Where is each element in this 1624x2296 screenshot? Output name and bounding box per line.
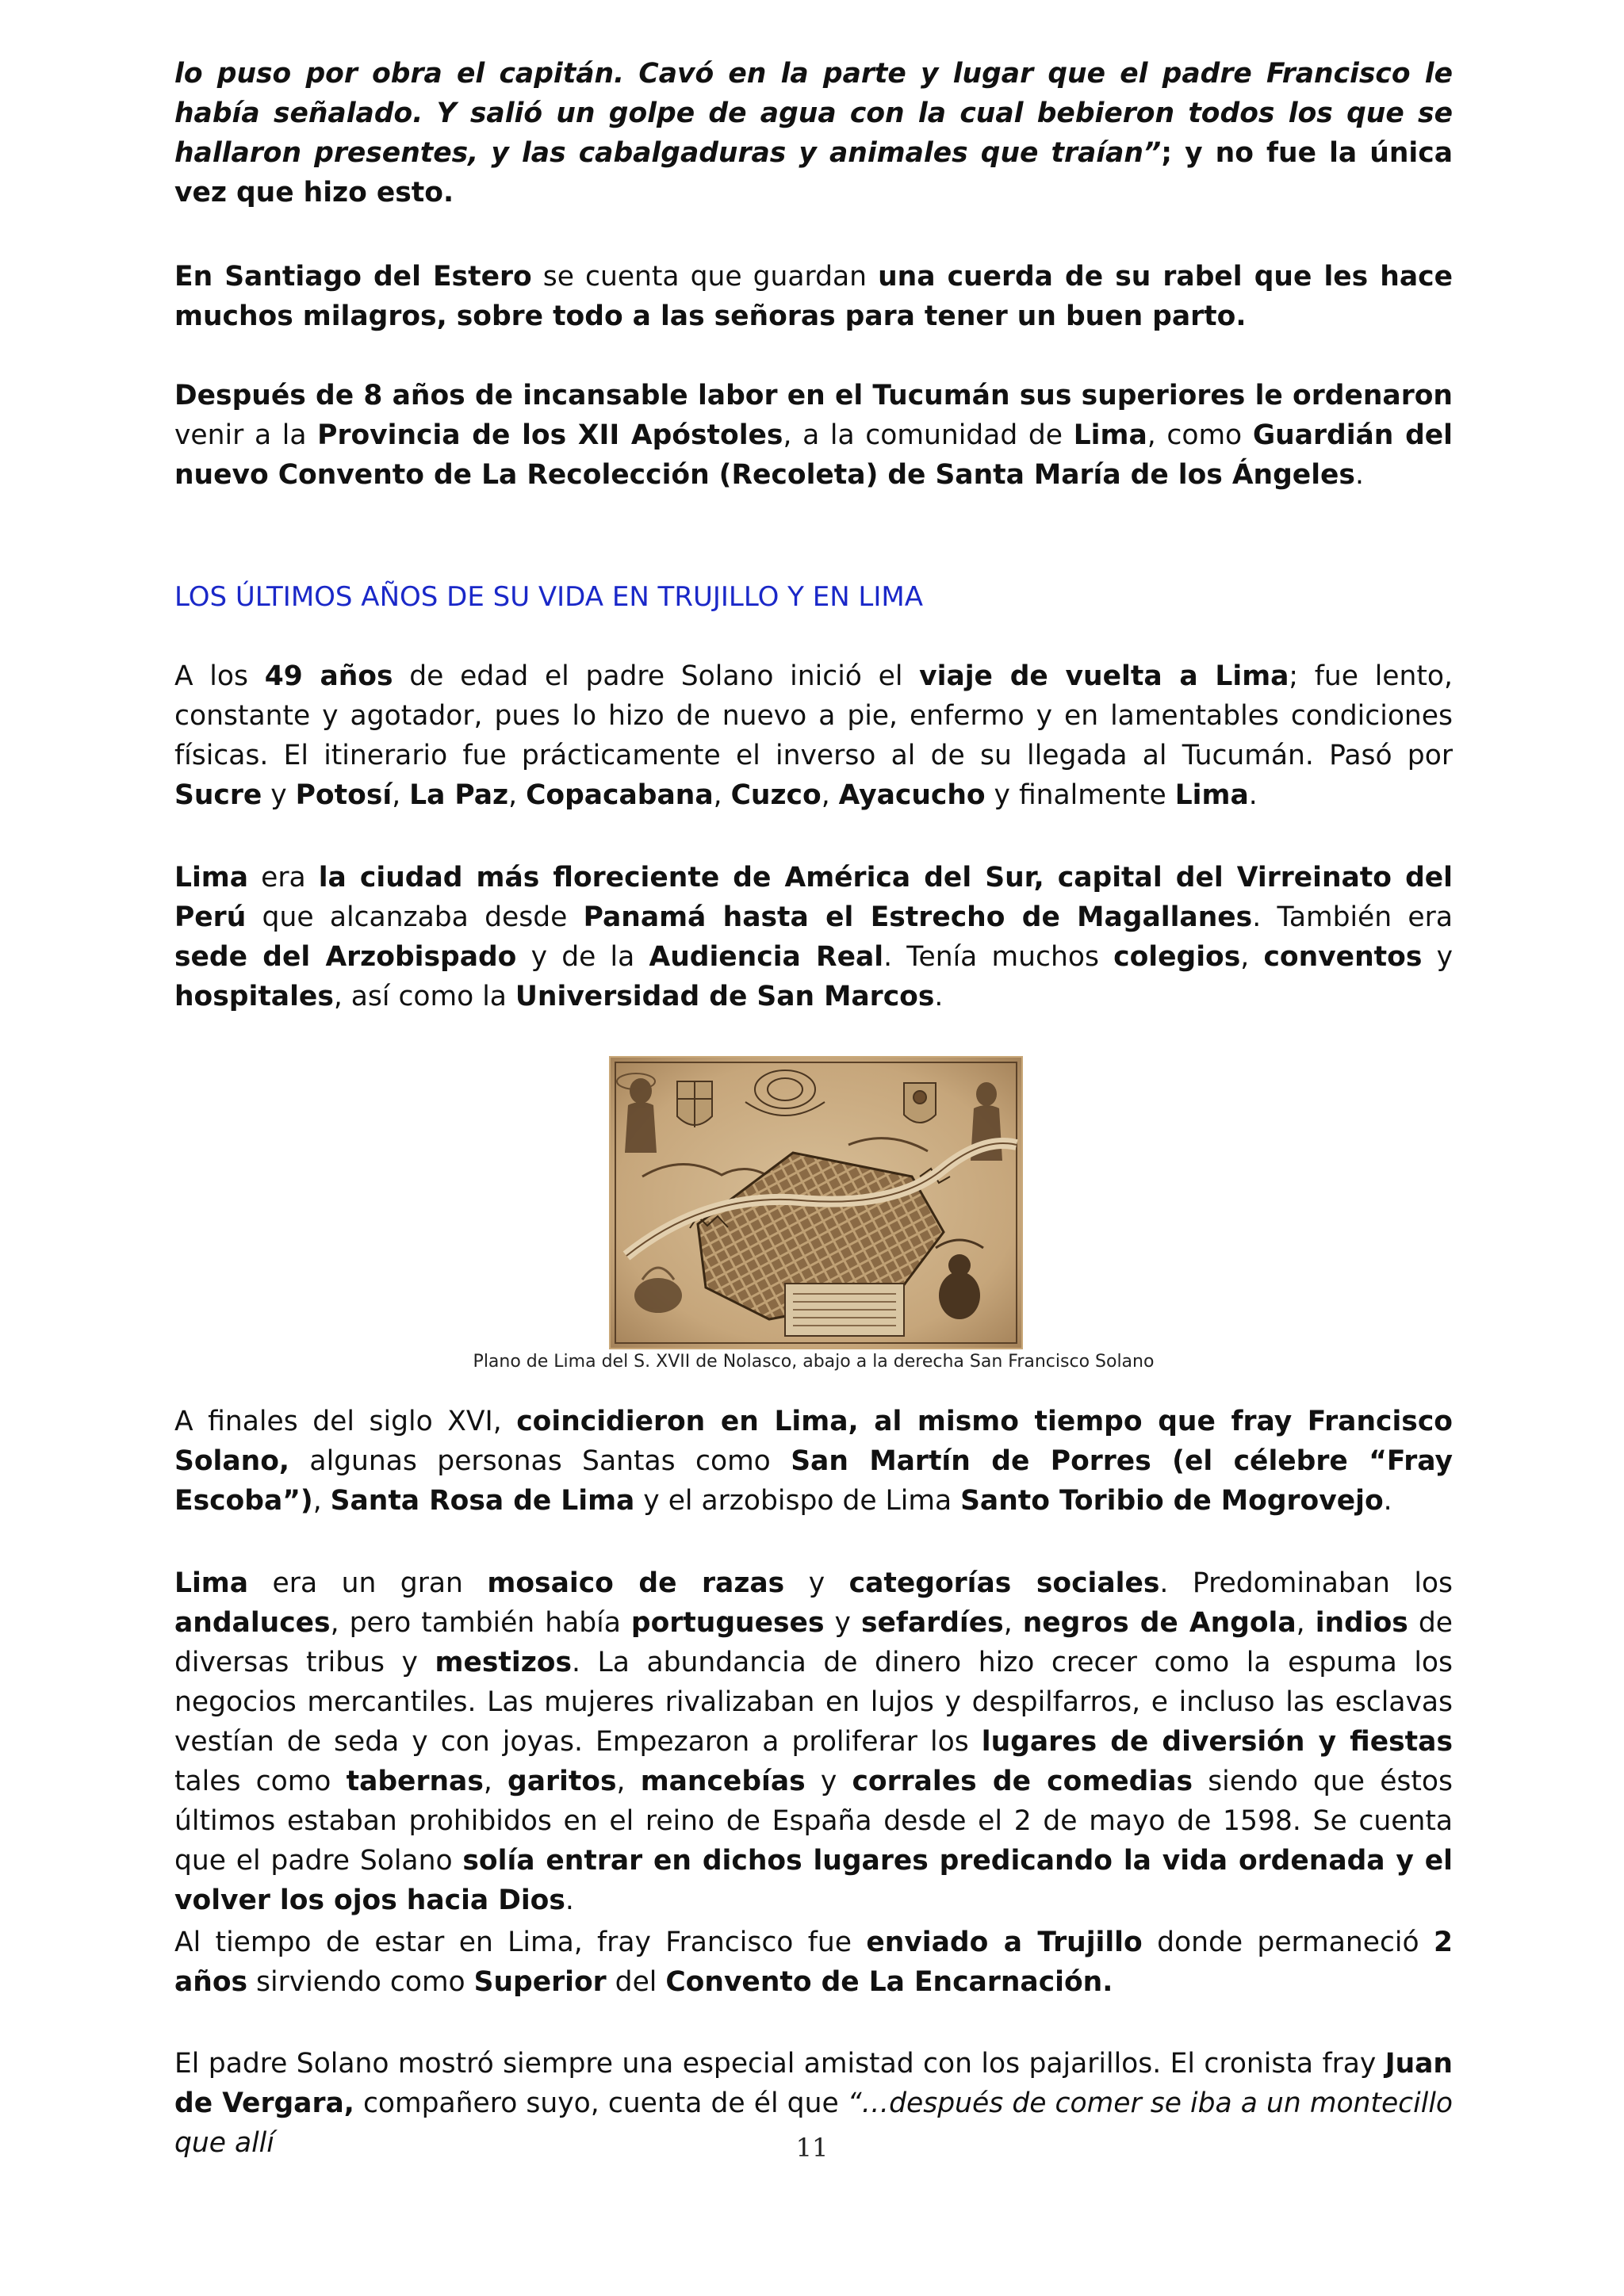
- text-run: ,: [508, 779, 527, 811]
- text-run: ,: [392, 779, 410, 811]
- text-run: , como: [1147, 419, 1253, 451]
- text-run: .: [565, 1885, 574, 1916]
- section-heading: LOS ÚLTIMOS AÑOS DE SU VIDA EN TRUJILLO Y EN LIMA: [174, 581, 923, 613]
- text-run: La Paz: [409, 779, 509, 811]
- text-run: donde permaneció: [1142, 1927, 1434, 1958]
- text-run: una cuerda de su rabel que les hace muchos milagros, sobre todo a las señoras para tener un buen parto.: [174, 261, 1453, 332]
- text-run: Sucre: [174, 779, 262, 811]
- text-run: .: [1354, 459, 1364, 491]
- text-run: categorías sociales: [848, 1567, 1160, 1599]
- text-run: mestizos: [435, 1647, 573, 1678]
- text-run: Lima: [1073, 419, 1147, 451]
- text-run: venir a la: [174, 419, 318, 451]
- text-run: .: [1248, 779, 1258, 811]
- text-run: y: [824, 1607, 861, 1639]
- text-run: , a la comunidad de: [783, 419, 1074, 451]
- text-run: . Tenía muchos: [883, 941, 1114, 973]
- text-run: andaluces: [174, 1607, 331, 1639]
- text-run: ; fue lento, constante y agotador, pues lo hizo de nuevo a pie, enfermo y en lamentables condiciones físicas. El itinerario fue prácticamente el inverso al de su llegada al Tucumán. Pasó por: [174, 660, 1453, 771]
- text-run: , así como la: [333, 981, 515, 1012]
- text-run: viaje de vuelta a Lima: [919, 660, 1289, 692]
- text-run: era un gran: [248, 1567, 488, 1599]
- text-run: portugueses: [630, 1607, 825, 1639]
- paragraph-lima-description: [174, 858, 1453, 1016]
- text-run: garitos: [508, 1766, 617, 1797]
- text-run: Convento de La Encarnación.: [665, 1966, 1113, 1998]
- text-run: ; y no fue la única vez que hizo esto.: [174, 137, 1453, 209]
- text-run: Juan de Vergara,: [174, 2048, 1453, 2119]
- text-run: sefardíes: [861, 1607, 1004, 1639]
- text-run: siendo que éstos últimos estaban prohibidos en el reino de España desde el 2 de mayo de 1598. Se cuenta que el padre Solano: [174, 1766, 1453, 1877]
- text-run: Panamá hasta el Estrecho de Magallanes: [583, 901, 1253, 933]
- text-run: Cuzco: [730, 779, 822, 811]
- text-run: algunas personas Santas como: [289, 1445, 791, 1477]
- text-run: tabernas: [346, 1766, 484, 1797]
- text-run: ,: [821, 779, 839, 811]
- text-run: del: [606, 1966, 666, 1998]
- text-run: lo puso por obra el capitán. Cavó en la parte y lugar que el padre Francisco le había señalado. Y salió un golpe de agua con la cual bebieron todos los que se hallaron presentes, y las cabalgaduras y animales que traían”: [174, 58, 1453, 169]
- text-run: Guardián del nuevo Convento de La Recolección (Recoleta) de Santa María de los Ángeles: [174, 419, 1453, 491]
- text-run: 2 años: [174, 1927, 1453, 1998]
- text-run: , pero también había: [330, 1607, 631, 1639]
- text-run: . La abundancia de dinero hizo crecer como la espuma los negocios mercantiles. Las mujeres rivalizaban en lujos y despilfarros, e incluso las esclavas vestían de seda y con joyas. Empezaron a proliferar los: [174, 1647, 1453, 1758]
- text-run: mancebías: [640, 1766, 806, 1797]
- text-run: y de la: [516, 941, 649, 973]
- text-run: A finales del siglo XVI,: [174, 1406, 517, 1437]
- paragraph-trujillo: [174, 1923, 1453, 2002]
- text-run: Universidad de San Marcos: [515, 981, 935, 1012]
- text-run: de edad el padre Solano inició el: [393, 660, 920, 692]
- text-run: compañero suyo, cuenta de él que: [354, 2087, 848, 2119]
- text-run: . Predominaban los: [1159, 1567, 1453, 1599]
- text-run: enviado a Trujillo: [866, 1927, 1143, 1958]
- text-run: Al tiempo de estar en Lima, fray Francisco fue: [174, 1927, 867, 1958]
- paragraph-lima-society: [174, 1563, 1453, 1920]
- text-run: ,: [616, 1766, 641, 1797]
- text-run: ,: [312, 1485, 331, 1517]
- text-run: A los: [174, 660, 265, 692]
- text-run: hospitales: [174, 981, 334, 1012]
- text-run: corrales de comedias: [852, 1766, 1193, 1797]
- text-run: tales como: [174, 1766, 347, 1797]
- text-run: En Santiago del Estero: [174, 261, 532, 293]
- figure-caption: Plano de Lima del S. XVII de Nolasco, abajo a la derecha San Francisco Solano: [473, 1352, 1155, 1372]
- paragraph-transfer-to-lima: [174, 376, 1453, 495]
- text-run: conventos: [1263, 941, 1423, 973]
- text-run: . También era: [1252, 901, 1453, 933]
- text-run: indios: [1315, 1607, 1408, 1639]
- text-run: 49 años: [264, 660, 393, 692]
- text-run: y finalmente: [985, 779, 1175, 811]
- text-run: ,: [1240, 941, 1264, 973]
- text-run: ,: [483, 1766, 508, 1797]
- text-run: Copacabana: [526, 779, 714, 811]
- lima-map-image: [609, 1056, 1023, 1349]
- text-run: era: [248, 862, 319, 894]
- text-run: lugares de diversión y fiestas: [981, 1726, 1453, 1758]
- text-run: Ayacucho: [838, 779, 986, 811]
- paragraph-saints-in-lima: [174, 1402, 1453, 1521]
- text-run: sede del Arzobispado: [174, 941, 517, 973]
- text-run: y: [805, 1766, 852, 1797]
- text-run: El padre Solano mostró siempre una especial amistad con los pajarillos. El cronista fray: [174, 2048, 1385, 2080]
- text-run: Lima: [174, 1567, 249, 1599]
- text-run: ,: [1003, 1607, 1023, 1639]
- text-run: .: [1383, 1485, 1392, 1517]
- text-run: Lima: [174, 862, 249, 894]
- text-run: Santo Toribio de Mogrovejo: [960, 1485, 1384, 1517]
- text-run: y el arzobispo de Lima: [634, 1485, 961, 1517]
- text-run: Potosí: [295, 779, 393, 811]
- text-run: sirviendo como: [247, 1966, 474, 1998]
- text-run: que alcanzaba desde: [246, 901, 584, 933]
- text-run: Provincia de los XII Apóstoles: [317, 419, 783, 451]
- text-run: San Martín de Porres (el célebre “Fray Escoba”): [174, 1445, 1453, 1517]
- text-run: Santa Rosa de Lima: [330, 1485, 635, 1517]
- text-run: “…después de comer se iba a un montecillo que allí: [174, 2087, 1454, 2159]
- text-run: de diversas tribus y: [174, 1607, 1454, 1678]
- text-run: y: [262, 779, 296, 811]
- text-run: ,: [713, 779, 731, 811]
- text-run: mosaico de razas: [487, 1567, 785, 1599]
- text-run: colegios: [1113, 941, 1241, 973]
- text-run: y: [1422, 941, 1453, 973]
- text-run: ,: [1296, 1607, 1316, 1639]
- paragraph-santiago-del-estero: [174, 257, 1453, 336]
- text-run: solía entrar en dichos lugares predicando la vida ordenada y el volver los ojos hacia Dios: [174, 1845, 1454, 1916]
- text-run: Audiencia Real: [649, 941, 884, 973]
- page-number: 11: [795, 2133, 829, 2163]
- text-run: Después de 8 años de incansable labor en el Tucumán sus superiores le ordenaron: [174, 380, 1453, 411]
- text-run: se cuenta que guardan: [531, 261, 879, 293]
- text-run: coincidieron en Lima, al mismo tiempo que fray Francisco Solano,: [174, 1406, 1453, 1477]
- text-run: Lima: [1174, 779, 1249, 811]
- text-run: y: [784, 1567, 849, 1599]
- text-run: Superior: [473, 1966, 607, 1998]
- text-run: .: [934, 981, 944, 1012]
- paragraph-miracle-water: [174, 54, 1453, 212]
- text-run: negros de Angola: [1022, 1607, 1297, 1639]
- paragraph-journey-back: [174, 656, 1453, 815]
- text-run: la ciudad más floreciente de América del Sur, capital del Virreinato del Perú: [174, 862, 1454, 933]
